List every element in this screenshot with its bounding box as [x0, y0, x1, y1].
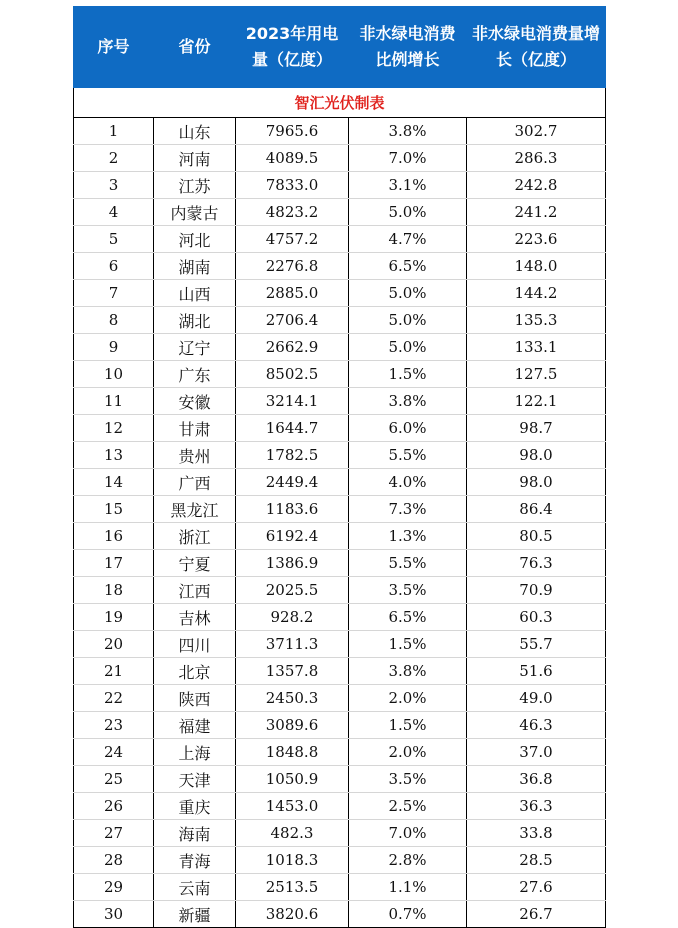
- cell-volume-growth: 33.8: [467, 820, 606, 847]
- header-consumption: 2023年用电量（亿度）: [236, 7, 349, 88]
- cell-ratio-growth: 3.8%: [349, 118, 467, 145]
- cell-consumption: 3089.6: [236, 712, 349, 739]
- cell-consumption: 4823.2: [236, 199, 349, 226]
- cell-index: 1: [74, 118, 154, 145]
- cell-province: 广东: [154, 361, 236, 388]
- cell-ratio-growth: 6.5%: [349, 253, 467, 280]
- cell-volume-growth: 37.0: [467, 739, 606, 766]
- header-province: 省份: [154, 7, 236, 88]
- table-row: [74, 820, 606, 847]
- cell-ratio-growth: 7.0%: [349, 145, 467, 172]
- cell-volume-growth: 302.7: [467, 118, 606, 145]
- cell-province: 宁夏: [154, 550, 236, 577]
- cell-volume-growth: 127.5: [467, 361, 606, 388]
- cell-index: 6: [74, 253, 154, 280]
- cell-volume-growth: 28.5: [467, 847, 606, 874]
- cell-index: 23: [74, 712, 154, 739]
- table-row: [74, 550, 606, 577]
- cell-index: 24: [74, 739, 154, 766]
- table-row: [74, 577, 606, 604]
- cell-volume-growth: 26.7: [467, 901, 606, 928]
- cell-province: 四川: [154, 631, 236, 658]
- cell-province: 山东: [154, 118, 236, 145]
- table-header: [74, 7, 606, 88]
- cell-volume-growth: 148.0: [467, 253, 606, 280]
- cell-ratio-growth: 1.3%: [349, 523, 467, 550]
- cell-ratio-growth: 1.1%: [349, 874, 467, 901]
- table-row: [74, 685, 606, 712]
- cell-volume-growth: 144.2: [467, 280, 606, 307]
- cell-volume-growth: 51.6: [467, 658, 606, 685]
- table-row: [74, 631, 606, 658]
- cell-ratio-growth: 5.0%: [349, 334, 467, 361]
- table-row: [74, 388, 606, 415]
- cell-province: 安徽: [154, 388, 236, 415]
- cell-province: 河北: [154, 226, 236, 253]
- cell-province: 天津: [154, 766, 236, 793]
- table-row: [74, 172, 606, 199]
- table-row: [74, 523, 606, 550]
- cell-volume-growth: 60.3: [467, 604, 606, 631]
- cell-volume-growth: 223.6: [467, 226, 606, 253]
- cell-index: 3: [74, 172, 154, 199]
- cell-consumption: 8502.5: [236, 361, 349, 388]
- cell-index: 26: [74, 793, 154, 820]
- cell-consumption: 2450.3: [236, 685, 349, 712]
- cell-consumption: 2449.4: [236, 469, 349, 496]
- cell-consumption: 1018.3: [236, 847, 349, 874]
- cell-index: 15: [74, 496, 154, 523]
- cell-index: 11: [74, 388, 154, 415]
- cell-consumption: 3711.3: [236, 631, 349, 658]
- cell-consumption: 1644.7: [236, 415, 349, 442]
- cell-province: 江苏: [154, 172, 236, 199]
- cell-consumption: 3214.1: [236, 388, 349, 415]
- cell-province: 浙江: [154, 523, 236, 550]
- cell-index: 17: [74, 550, 154, 577]
- cell-volume-growth: 80.5: [467, 523, 606, 550]
- cell-ratio-growth: 5.0%: [349, 199, 467, 226]
- cell-consumption: 4089.5: [236, 145, 349, 172]
- cell-index: 29: [74, 874, 154, 901]
- cell-ratio-growth: 1.5%: [349, 712, 467, 739]
- title-row: [74, 88, 606, 118]
- cell-volume-growth: 122.1: [467, 388, 606, 415]
- table-row: [74, 901, 606, 928]
- table-row: [74, 334, 606, 361]
- cell-volume-growth: 86.4: [467, 496, 606, 523]
- cell-province: 湖北: [154, 307, 236, 334]
- cell-index: 27: [74, 820, 154, 847]
- cell-province: 北京: [154, 658, 236, 685]
- table-row: [74, 712, 606, 739]
- table-row: [74, 874, 606, 901]
- cell-ratio-growth: 7.3%: [349, 496, 467, 523]
- header-volume-growth: 非水绿电消费量增长（亿度）: [467, 7, 606, 88]
- cell-ratio-growth: 7.0%: [349, 820, 467, 847]
- cell-volume-growth: 49.0: [467, 685, 606, 712]
- cell-volume-growth: 76.3: [467, 550, 606, 577]
- cell-index: 22: [74, 685, 154, 712]
- data-table-container: [73, 6, 605, 928]
- cell-province: 贵州: [154, 442, 236, 469]
- cell-consumption: 3820.6: [236, 901, 349, 928]
- cell-index: 9: [74, 334, 154, 361]
- cell-province: 黑龙江: [154, 496, 236, 523]
- cell-consumption: 482.3: [236, 820, 349, 847]
- table-row: [74, 280, 606, 307]
- cell-ratio-growth: 3.5%: [349, 766, 467, 793]
- cell-ratio-growth: 5.5%: [349, 550, 467, 577]
- cell-province: 福建: [154, 712, 236, 739]
- cell-province: 湖南: [154, 253, 236, 280]
- cell-province: 山西: [154, 280, 236, 307]
- cell-ratio-growth: 1.5%: [349, 631, 467, 658]
- cell-consumption: 1782.5: [236, 442, 349, 469]
- cell-index: 30: [74, 901, 154, 928]
- cell-province: 江西: [154, 577, 236, 604]
- cell-volume-growth: 98.7: [467, 415, 606, 442]
- cell-ratio-growth: 6.5%: [349, 604, 467, 631]
- table-row: [74, 226, 606, 253]
- table-row: [74, 847, 606, 874]
- cell-ratio-growth: 5.0%: [349, 280, 467, 307]
- cell-consumption: 1386.9: [236, 550, 349, 577]
- cell-ratio-growth: 3.8%: [349, 658, 467, 685]
- cell-index: 13: [74, 442, 154, 469]
- cell-ratio-growth: 6.0%: [349, 415, 467, 442]
- table-title-section: [74, 88, 606, 118]
- cell-consumption: 1357.8: [236, 658, 349, 685]
- cell-index: 21: [74, 658, 154, 685]
- cell-ratio-growth: 2.8%: [349, 847, 467, 874]
- cell-consumption: 2025.5: [236, 577, 349, 604]
- cell-province: 海南: [154, 820, 236, 847]
- cell-index: 16: [74, 523, 154, 550]
- cell-ratio-growth: 2.0%: [349, 739, 467, 766]
- cell-consumption: 6192.4: [236, 523, 349, 550]
- table-title: 智汇光伏制表: [74, 88, 606, 118]
- cell-index: 19: [74, 604, 154, 631]
- cell-volume-growth: 98.0: [467, 442, 606, 469]
- table-row: [74, 604, 606, 631]
- cell-ratio-growth: 2.5%: [349, 793, 467, 820]
- cell-index: 25: [74, 766, 154, 793]
- cell-province: 新疆: [154, 901, 236, 928]
- cell-province: 吉林: [154, 604, 236, 631]
- header-row: [74, 7, 606, 88]
- cell-index: 12: [74, 415, 154, 442]
- cell-ratio-growth: 5.5%: [349, 442, 467, 469]
- cell-volume-growth: 36.3: [467, 793, 606, 820]
- cell-consumption: 2885.0: [236, 280, 349, 307]
- cell-province: 甘肃: [154, 415, 236, 442]
- table-row: [74, 307, 606, 334]
- cell-consumption: 1848.8: [236, 739, 349, 766]
- cell-index: 20: [74, 631, 154, 658]
- cell-index: 8: [74, 307, 154, 334]
- cell-consumption: 2706.4: [236, 307, 349, 334]
- table-row: [74, 658, 606, 685]
- cell-volume-growth: 135.3: [467, 307, 606, 334]
- cell-ratio-growth: 1.5%: [349, 361, 467, 388]
- cell-province: 内蒙古: [154, 199, 236, 226]
- cell-consumption: 928.2: [236, 604, 349, 631]
- cell-ratio-growth: 4.0%: [349, 469, 467, 496]
- cell-index: 14: [74, 469, 154, 496]
- table-row: [74, 118, 606, 145]
- cell-volume-growth: 27.6: [467, 874, 606, 901]
- cell-province: 河南: [154, 145, 236, 172]
- cell-ratio-growth: 3.8%: [349, 388, 467, 415]
- cell-index: 2: [74, 145, 154, 172]
- cell-consumption: 1453.0: [236, 793, 349, 820]
- cell-consumption: 2276.8: [236, 253, 349, 280]
- cell-province: 青海: [154, 847, 236, 874]
- cell-index: 28: [74, 847, 154, 874]
- cell-volume-growth: 98.0: [467, 469, 606, 496]
- cell-index: 4: [74, 199, 154, 226]
- cell-province: 重庆: [154, 793, 236, 820]
- cell-volume-growth: 36.8: [467, 766, 606, 793]
- electricity-table: [73, 6, 606, 928]
- cell-volume-growth: 55.7: [467, 631, 606, 658]
- header-index: 序号: [74, 7, 154, 88]
- cell-ratio-growth: 3.1%: [349, 172, 467, 199]
- cell-volume-growth: 70.9: [467, 577, 606, 604]
- cell-ratio-growth: 4.7%: [349, 226, 467, 253]
- table-row: [74, 415, 606, 442]
- cell-consumption: 7965.6: [236, 118, 349, 145]
- cell-volume-growth: 286.3: [467, 145, 606, 172]
- cell-consumption: 2662.9: [236, 334, 349, 361]
- cell-index: 5: [74, 226, 154, 253]
- cell-consumption: 2513.5: [236, 874, 349, 901]
- table-row: [74, 253, 606, 280]
- cell-consumption: 7833.0: [236, 172, 349, 199]
- table-body: [74, 118, 606, 928]
- cell-volume-growth: 241.2: [467, 199, 606, 226]
- cell-ratio-growth: 3.5%: [349, 577, 467, 604]
- table-row: [74, 469, 606, 496]
- cell-volume-growth: 133.1: [467, 334, 606, 361]
- cell-volume-growth: 242.8: [467, 172, 606, 199]
- cell-volume-growth: 46.3: [467, 712, 606, 739]
- cell-ratio-growth: 0.7%: [349, 901, 467, 928]
- cell-consumption: 4757.2: [236, 226, 349, 253]
- cell-index: 10: [74, 361, 154, 388]
- header-ratio-growth: 非水绿电消费比例增长: [349, 7, 467, 88]
- table-row: [74, 496, 606, 523]
- cell-ratio-growth: 5.0%: [349, 307, 467, 334]
- cell-province: 广西: [154, 469, 236, 496]
- table-row: [74, 766, 606, 793]
- cell-province: 上海: [154, 739, 236, 766]
- cell-province: 陕西: [154, 685, 236, 712]
- table-row: [74, 199, 606, 226]
- table-row: [74, 442, 606, 469]
- table-row: [74, 793, 606, 820]
- table-row: [74, 739, 606, 766]
- cell-index: 18: [74, 577, 154, 604]
- cell-province: 辽宁: [154, 334, 236, 361]
- table-row: [74, 361, 606, 388]
- table-row: [74, 145, 606, 172]
- cell-ratio-growth: 2.0%: [349, 685, 467, 712]
- cell-province: 云南: [154, 874, 236, 901]
- cell-consumption: 1050.9: [236, 766, 349, 793]
- cell-index: 7: [74, 280, 154, 307]
- cell-consumption: 1183.6: [236, 496, 349, 523]
